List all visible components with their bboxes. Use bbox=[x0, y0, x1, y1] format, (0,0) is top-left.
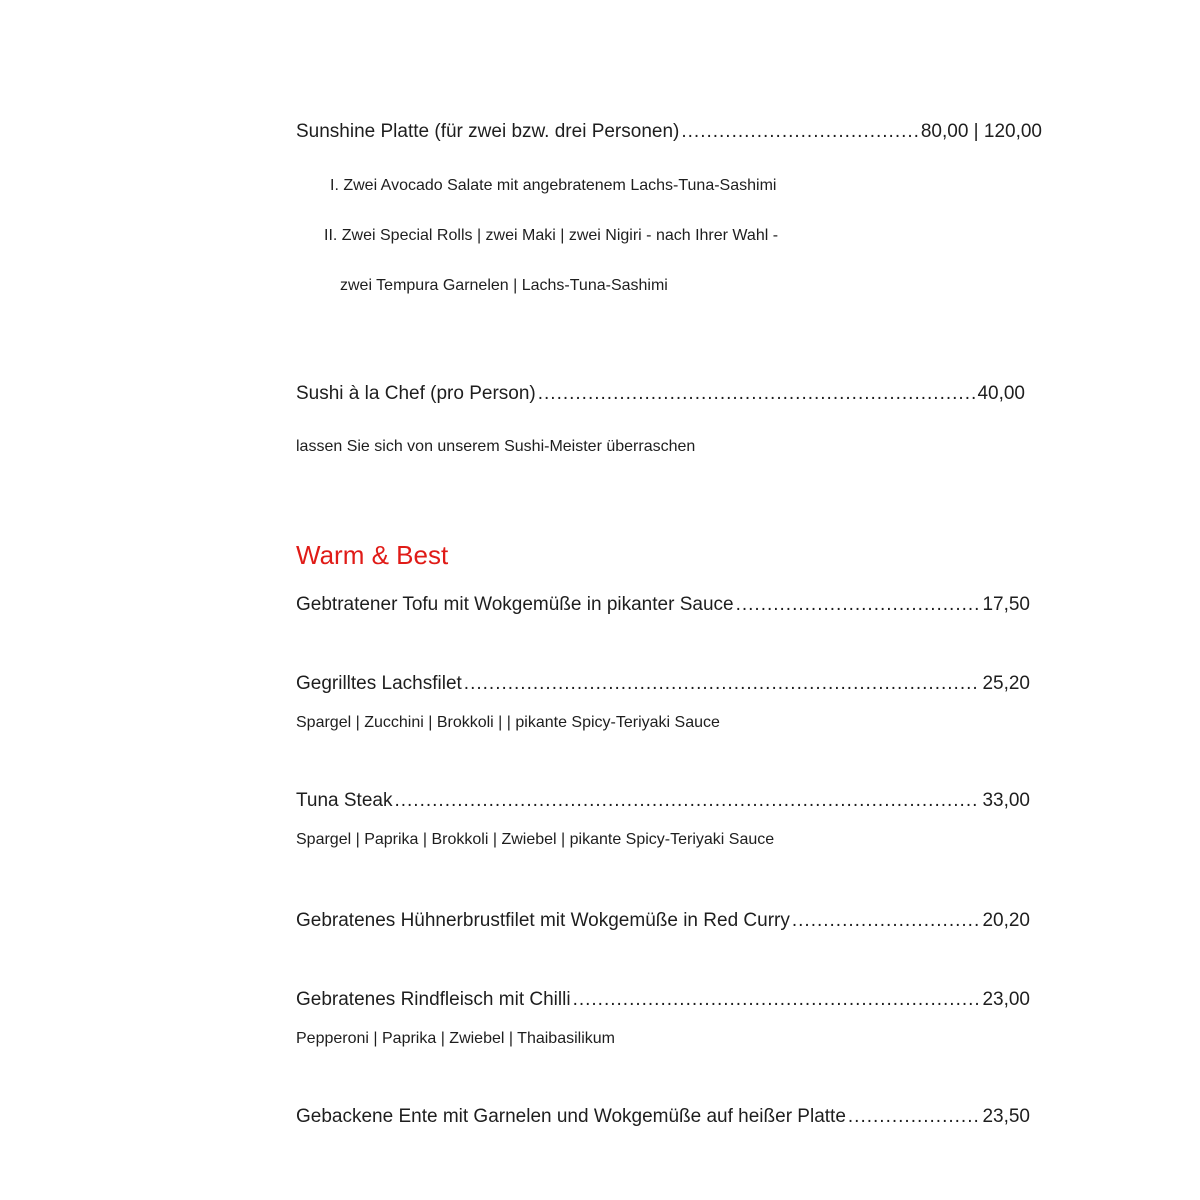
menu-item bbox=[296, 987, 1030, 1013]
item-price: 80,00 | 120,00 bbox=[920, 121, 1042, 142]
item-name: Sunshine Platte (für zwei bzw. drei Personen) bbox=[296, 121, 680, 142]
item-description: Pepperoni | Paprika | Zwiebel | Thaibasilikum bbox=[296, 1030, 615, 1047]
dot-leader bbox=[464, 671, 981, 697]
dot-leader bbox=[848, 1104, 981, 1130]
item-name: Gebtratener Tofu mit Wokgemüße in pikanter Sauce bbox=[296, 594, 734, 615]
sunshine-option-2-cont: zwei Tempura Garnelen | Lachs-Tuna-Sashimi bbox=[340, 277, 668, 294]
item-name: Gebratenes Rindfleisch mit Chilli bbox=[296, 989, 571, 1010]
menu-item bbox=[296, 671, 1030, 697]
sunshine-option-2: II. Zwei Special Rolls | zwei Maki | zwei Nigiri - nach Ihrer Wahl - bbox=[324, 227, 779, 244]
dot-leader bbox=[538, 381, 976, 407]
item-price: 20,20 bbox=[982, 910, 1030, 931]
item-description: lassen Sie sich von unserem Sushi-Meister überraschen bbox=[296, 438, 696, 455]
item-price: 23,50 bbox=[982, 1106, 1030, 1127]
item-price: 25,20 bbox=[982, 673, 1030, 694]
dot-leader bbox=[792, 908, 981, 934]
menu-item bbox=[296, 908, 1030, 934]
menu-item-sunshine-platte bbox=[296, 119, 1042, 145]
item-price: 17,50 bbox=[982, 594, 1030, 615]
section-title: Warm & Best bbox=[296, 540, 449, 570]
dot-leader bbox=[394, 788, 980, 814]
item-description: Spargel | Zucchini | Brokkoli | | pikante Spicy-Teriyaki Sauce bbox=[296, 714, 720, 731]
menu-item-sushi-a-la-chef bbox=[296, 381, 1025, 407]
item-name: Tuna Steak bbox=[296, 790, 393, 811]
item-price: 33,00 bbox=[982, 790, 1030, 811]
dot-leader bbox=[573, 987, 981, 1013]
dot-leader bbox=[736, 592, 981, 618]
menu-item bbox=[296, 592, 1030, 618]
sunshine-option-1: I. Zwei Avocado Salate mit angebratenem Lachs-Tuna-Sashimi bbox=[330, 177, 777, 194]
item-name: Gegrilltes Lachsfilet bbox=[296, 673, 462, 694]
item-name: Gebratenes Hühnerbrustfilet mit Wokgemüße in Red Curry bbox=[296, 910, 790, 931]
item-price: 40,00 bbox=[977, 383, 1025, 404]
item-description: Spargel | Paprika | Brokkoli | Zwiebel | pikante Spicy-Teriyaki Sauce bbox=[296, 831, 775, 848]
item-name: Gebackene Ente mit Garnelen und Wokgemüße auf heißer Platte bbox=[296, 1106, 846, 1127]
dot-leader bbox=[681, 119, 918, 145]
item-name: Sushi à la Chef (pro Person) bbox=[296, 383, 536, 404]
item-price: 23,00 bbox=[982, 989, 1030, 1010]
menu-item bbox=[296, 788, 1030, 814]
menu-item bbox=[296, 1104, 1030, 1130]
